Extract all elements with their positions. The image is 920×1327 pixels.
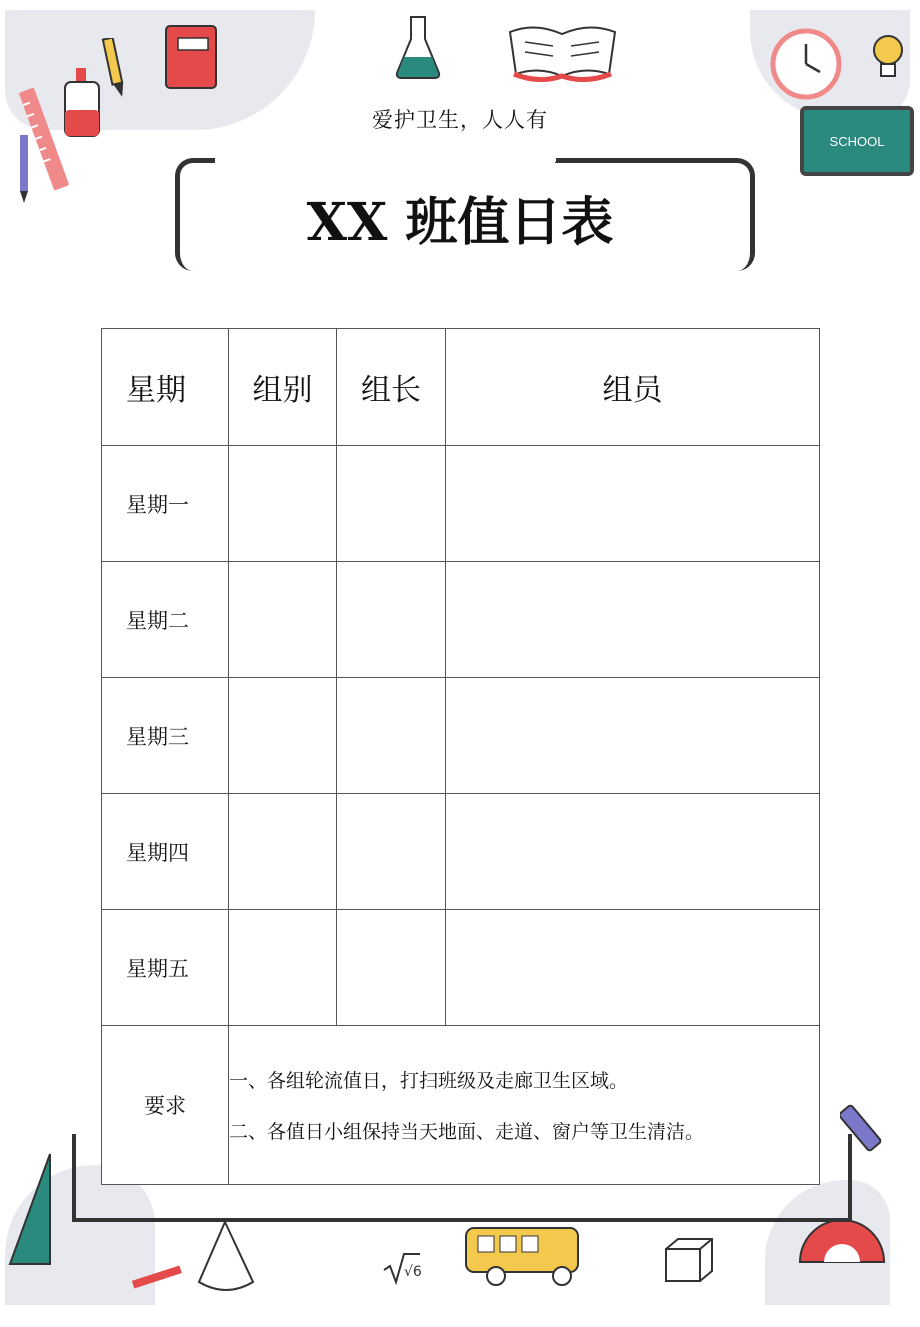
- group-cell[interactable]: [229, 678, 337, 794]
- leader-cell[interactable]: [337, 794, 446, 910]
- requirement-line: 一、各组轮流值日，打扫班级及走廊卫生区域。: [229, 1070, 629, 1092]
- day-cell: 星期三: [102, 678, 229, 794]
- day-cell: 星期二: [102, 562, 229, 678]
- leader-cell[interactable]: [337, 446, 446, 562]
- requirements-row: [102, 1026, 820, 1185]
- leader-cell[interactable]: [337, 678, 446, 794]
- slogan-subtitle: 爱护卫生，人人有: [372, 108, 548, 132]
- table-row: [102, 794, 820, 910]
- members-cell[interactable]: [446, 678, 820, 794]
- pen-icon: [100, 38, 130, 102]
- table-row: [102, 562, 820, 678]
- header-members: 组员: [446, 329, 820, 446]
- header-group: 组别: [229, 329, 337, 446]
- triangle-ruler-icon: [6, 1150, 56, 1270]
- school-board-sign: SCHOOL: [800, 106, 914, 176]
- requirements-label: 要求: [102, 1026, 229, 1185]
- duty-schedule-table: [101, 328, 820, 1185]
- school-bus-icon: [462, 1222, 587, 1292]
- group-cell[interactable]: [229, 794, 337, 910]
- cube-icon: [662, 1235, 716, 1285]
- pencil-icon: [14, 135, 34, 205]
- header-day: 星期: [102, 329, 229, 446]
- glue-bottle-icon: [60, 68, 104, 140]
- cone-icon: [195, 1218, 257, 1300]
- svg-text:√6: √6: [404, 1264, 422, 1280]
- lightbulb-icon: [868, 30, 908, 86]
- members-cell[interactable]: [446, 446, 820, 562]
- open-book-icon: [505, 18, 620, 82]
- clock-icon: [768, 26, 844, 102]
- table-header-row: [102, 329, 820, 446]
- square-root-icon: [382, 1250, 422, 1286]
- red-pencil-icon: [130, 1262, 190, 1292]
- leader-cell[interactable]: [337, 562, 446, 678]
- table-row: [102, 910, 820, 1026]
- day-cell: 星期四: [102, 794, 229, 910]
- group-cell[interactable]: [229, 446, 337, 562]
- requirements-text: [229, 1026, 820, 1185]
- table-row: [102, 678, 820, 794]
- members-cell[interactable]: [446, 910, 820, 1026]
- group-cell[interactable]: [229, 910, 337, 1026]
- table-row: [102, 446, 820, 562]
- day-cell: 星期五: [102, 910, 229, 1026]
- header-leader: 组长: [337, 329, 446, 446]
- requirement-line: 二、各值日小组保持当天地面、走道、窗户等卫生清洁。: [229, 1121, 705, 1143]
- members-cell[interactable]: [446, 794, 820, 910]
- flask-icon: [393, 15, 443, 81]
- group-cell[interactable]: [229, 562, 337, 678]
- members-cell[interactable]: [446, 562, 820, 678]
- leader-cell[interactable]: [337, 910, 446, 1026]
- page-title: XX 班值日表: [306, 192, 614, 253]
- day-cell: 星期一: [102, 446, 229, 562]
- notebook-icon: [160, 22, 222, 92]
